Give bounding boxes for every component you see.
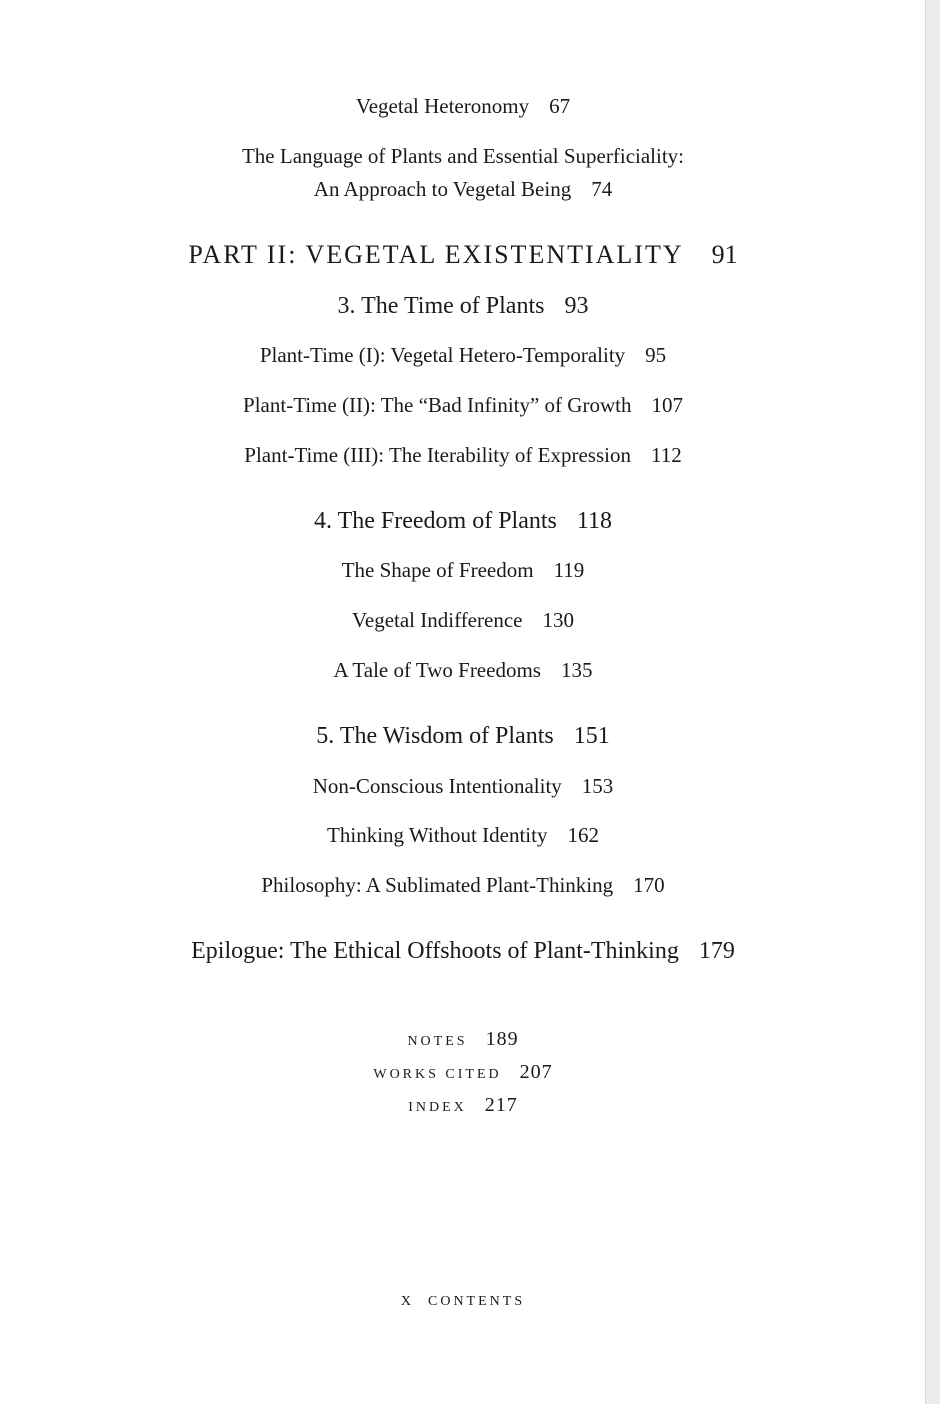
section-page: 112 [650, 443, 682, 467]
back-matter-page: 207 [519, 1061, 553, 1083]
toc-section [0, 608, 926, 633]
chapter-title: 5. The Wisdom of Plants [316, 723, 554, 749]
toc-epilogue [0, 938, 926, 965]
section-page: 107 [651, 393, 683, 417]
toc-back-matter-item [0, 1061, 926, 1084]
section-page: 95 [645, 343, 667, 367]
toc-section [0, 873, 926, 898]
epilogue-title: Epilogue: The Ethical Offshoots of Plant-Thinking [191, 938, 679, 964]
toc-entry-language-of-plants-line2 [0, 177, 926, 202]
footer-page-number: X [400, 1294, 414, 1309]
back-matter-page: 189 [485, 1028, 519, 1050]
section-page: 153 [581, 774, 614, 798]
back-matter-title: WORKS CITED [373, 1067, 502, 1082]
section-page: 162 [567, 823, 599, 847]
toc-back-matter-item [0, 1094, 926, 1117]
section-page: 119 [553, 558, 585, 582]
part-title: PART II: VEGETAL EXISTENTIALITY [188, 240, 684, 269]
toc-entry-title: The Language of Plants and Essential Superficiality: [241, 144, 685, 168]
toc-section [0, 443, 926, 468]
toc-entry-vegetal-heteronomy [0, 94, 926, 119]
toc-entry-title: An Approach to Vegetal Being [313, 177, 572, 201]
page-footer [0, 1294, 926, 1310]
toc-section [0, 658, 926, 683]
toc-back-matter-item [0, 1028, 926, 1051]
toc-chapter-3 [0, 293, 926, 320]
section-title: A Tale of Two Freedoms [333, 658, 541, 682]
chapter-title: 3. The Time of Plants [337, 293, 545, 319]
toc-section [0, 823, 926, 848]
toc-section [0, 558, 926, 583]
chapter-page: 93 [564, 293, 589, 319]
toc-section [0, 393, 926, 418]
back-matter-title: INDEX [408, 1100, 467, 1115]
chapter-title: 4. The Freedom of Plants [314, 508, 557, 534]
section-page: 170 [633, 873, 665, 897]
toc-chapter-5 [0, 723, 926, 750]
section-title: Thinking Without Identity [327, 823, 548, 847]
toc-entry-title: Vegetal Heteronomy [355, 94, 530, 118]
toc-part-heading [0, 240, 926, 270]
epilogue-page: 179 [698, 938, 735, 964]
toc-entry-language-of-plants-line1 [0, 144, 926, 169]
toc-section [0, 774, 926, 799]
section-page: 130 [542, 608, 574, 632]
section-title: Plant-Time (III): The Iterability of Expression [244, 443, 631, 467]
toc-chapter-4 [0, 508, 926, 535]
toc-section [0, 343, 926, 368]
page-edge [925, 0, 940, 1404]
chapter-page: 118 [576, 508, 612, 534]
back-matter-page: 217 [484, 1094, 518, 1116]
section-title: Philosophy: A Sublimated Plant-Thinking [261, 873, 614, 897]
section-title: Plant-Time (I): Vegetal Hetero-Temporality [259, 343, 626, 367]
section-title: Plant-Time (II): The “Bad Infinity” of Growth [243, 393, 632, 417]
section-title: Vegetal Indifference [352, 608, 523, 632]
part-page: 91 [711, 240, 738, 269]
toc-entry-page: 74 [591, 177, 613, 201]
footer-running-head: CONTENTS [428, 1294, 526, 1309]
chapter-page: 151 [573, 723, 610, 749]
back-matter-title: NOTES [407, 1034, 468, 1049]
section-title: The Shape of Freedom [341, 558, 534, 582]
section-title: Non-Conscious Intentionality [312, 774, 562, 798]
section-page: 135 [560, 658, 593, 682]
toc-entry-page: 67 [549, 94, 571, 118]
